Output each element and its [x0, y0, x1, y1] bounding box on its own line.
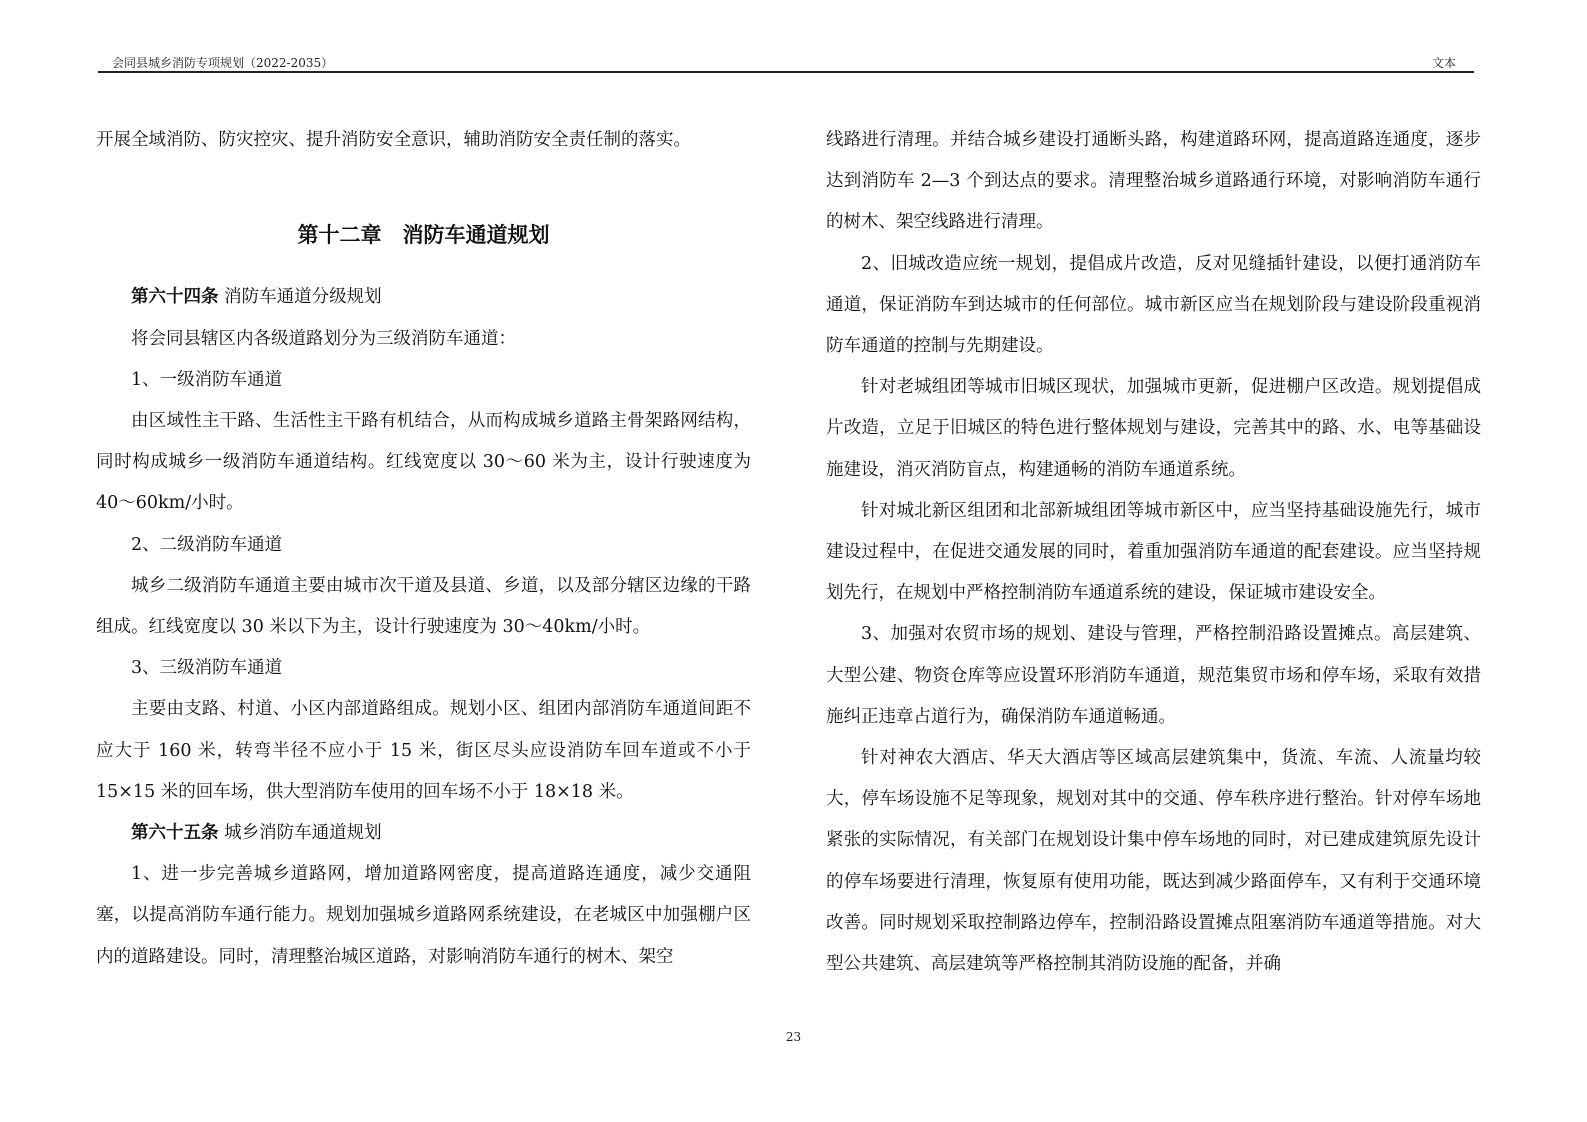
article-label: 第六十四条 [131, 287, 219, 308]
document-title: 会同县城乡消防专项规划（2022-2035） [112, 56, 334, 70]
paragraph: 针对神农大酒店、华天大酒店等区域高层建筑集中，货流、车流、人流量均较大，停车场设施不足等现象，规划对其中的交通、停车秩序进行整治。针对停车场地紧张的实际情况，有关部门在规划设计集中停车场地的同时，对已建成建筑原先设计的停车场要进行清理，恢复原有使用功能，既达到减少路面停车，又有利于交通环境改善。同时规划采取控制路边停车，控制沿路设置摊点阻塞消防车通道等措施。对大型公共建筑、高层建筑等严格控制其消防设施的配备，并确 [826, 748, 1481, 975]
paragraph: 3、加强对农贸市场的规划、建设与管理，严格控制沿路设置摊点。高层建筑、大型公建、物资仓库等应设置环形消防车通道，规范集贸市场和停车场，采取有效措施纠正违章占道行为，确保消防车通道畅通。 [826, 624, 1481, 727]
paragraph: 开展全域消防、防灾控灾、提升消防安全意识，辅助消防安全责任制的落实。 [96, 130, 691, 150]
article-label: 第六十五条 [131, 823, 219, 844]
paragraph: 主要由支路、村道、小区内部道路组成。规划小区、组团内部消防车通道间距不应大于 160 米，转弯半径不应小于 15 米，街区尽头应设消防车回车道或不小于 15×15 米的回车场，供大型消防车使用的回车场不小于 18×18 米。 [96, 699, 751, 802]
paragraph: 城乡二级消防车通道主要由城市次干道及县道、乡道，以及部分辖区边缘的干路组成。红线宽度以 30 米以下为主，设计行驶速度为 30～40km/小时。 [96, 575, 751, 638]
list-heading: 2、二级消防车通道 [131, 534, 283, 555]
paragraph: 将会同县辖区内各级道路划分为三级消防车通道： [131, 328, 516, 349]
running-header [98, 55, 1474, 71]
article-title: 消防车通道分级规划 [224, 287, 382, 308]
list-heading: 1、一级消防车通道 [131, 369, 283, 390]
article-65-heading [96, 813, 751, 854]
paragraph: 针对老城组团等城市旧城区现状，加强城市更新，促进棚户区改造。规划提倡成片改造，立足于旧城区的特色进行整体规划与建设，完善其中的路、水、电等基础设施建设，消灭消防盲点，构建通畅的消防车通道系统。 [826, 377, 1481, 480]
article-title: 城乡消防车通道规划 [224, 823, 382, 844]
paragraph: 2、旧城改造应统一规划，提倡成片改造，反对见缝插针建设，以便打通消防车通道，保证消防车到达城市的任何部位。城市新区应当在规划阶段与建设阶段重视消防车通道的控制与先期建设。 [826, 253, 1481, 357]
paragraph: 1、进一步完善城乡道路网，增加道路网密度，提高道路连通度，减少交通阻塞，以提高消防车通行能力。规划加强城乡道路网系统建设，在老城区中加强棚户区内的道路建设。同时，清理整治城区道路，对影响消防车通行的树木、架空 [96, 864, 751, 967]
page-number: 23 [785, 1030, 802, 1044]
chapter-title: 第十二章 消防车通道规划 [297, 222, 550, 248]
list-heading: 3、三级消防车通道 [131, 658, 283, 679]
section-label: 文本 [1431, 56, 1456, 70]
paragraph: 针对城北新区组团和北部新城组团等城市新区中，应当坚持基础设施先行，城市建设过程中，在促进交通发展的同时，着重加强消防车通道的配套建设。应当坚持规划先行，在规划中严格控制消防车通道系统的建设，保证城市建设安全。 [826, 500, 1481, 604]
right-column [826, 120, 1481, 985]
paragraph: 线路进行清理。并结合城乡建设打通断头路，构建道路环网，提高道路连通度，逐步达到消防车 2—3 个到达点的要求。清理整治城乡道路通行环境，对影响消防车通行的树木、架空线路进行清理。 [826, 130, 1481, 233]
paragraph: 由区域性主干路、生活性主干路有机结合，从而构成城乡道路主骨架路网结构，同时构成城乡一级消防车通道结构。红线宽度以 30～60 米为主，设计行驶速度为 40～60km/小时。 [96, 411, 751, 514]
left-column [96, 120, 751, 978]
article-64-heading [96, 277, 751, 318]
header-divider [98, 71, 1474, 73]
